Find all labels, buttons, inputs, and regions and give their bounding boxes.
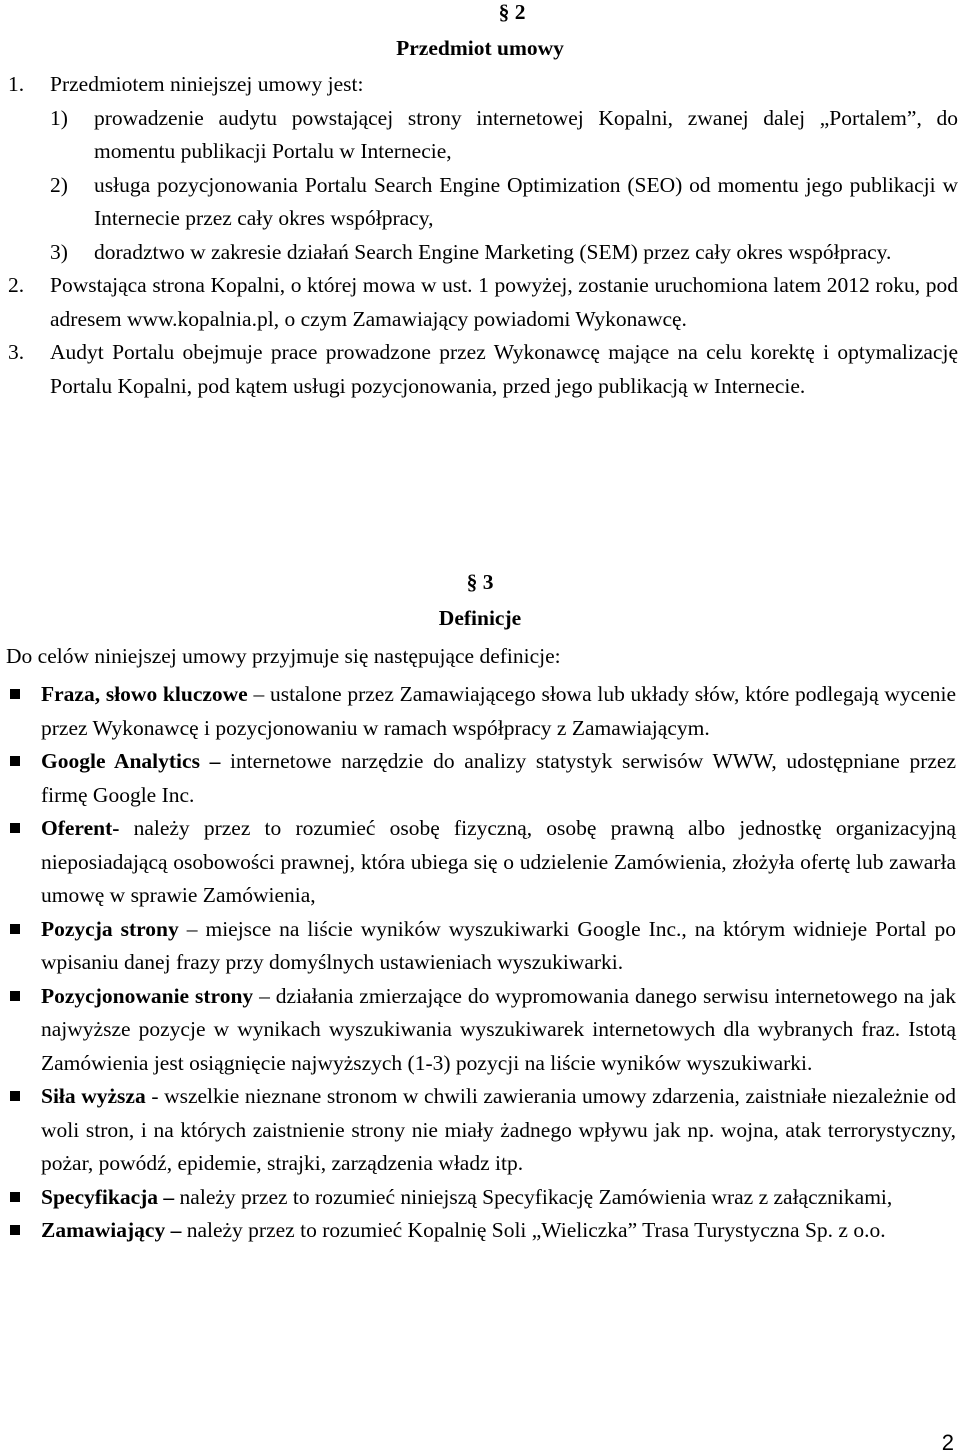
list-item — [8, 980, 956, 1081]
list-item — [8, 1181, 956, 1215]
definition-text: internetowe narzędzie do analizy statystyk serwisów WWW, udostępniane przez firmę Google Inc. — [41, 749, 957, 807]
definition-term: Fraza, słowo kluczowe — [41, 682, 248, 706]
square-bullet-icon — [10, 1091, 20, 1101]
definition-text: należy przez to rozumieć osobę fizyczną, osobę prawną albo jednostkę organizacyjną nieposiadającą osobowości prawnej, która ubiega się o udzielenie Zamówienia, złożyła ofertę lub zawarła umowę w sprawie Zamówienia, — [41, 816, 956, 907]
item-text: Audyt Portalu obejmuje prace prowadzone przez Wykonawcę mające na celu korektę i optymalizację Portalu Kopalni, pod kątem usługi pozycjonowania, przed jego publikacją w Internecie. — [50, 340, 958, 398]
sub-item-text: prowadzenie audytu powstającej strony internetowej Kopalni, zwanej dalej „Portalem”, do momentu publikacji Portalu w Internecie, — [94, 105, 958, 163]
definition-term: Pozycjonowanie strony — [41, 983, 254, 1008]
list-item — [8, 1080, 956, 1181]
definition-term: Pozycja strony — [41, 916, 179, 941]
definition-separator: – — [158, 1184, 180, 1209]
definition-separator: – — [178, 916, 206, 941]
definition-text: należy przez to rozumieć niniejszą Specyfikację Zamówienia wraz z załącznikami, — [179, 1184, 893, 1209]
definition-term: Google Analytics — [41, 749, 200, 773]
list-item — [8, 913, 956, 980]
square-bullet-icon — [10, 756, 20, 766]
item-number: 1. — [8, 72, 25, 96]
definition-separator: – — [247, 682, 270, 706]
definition-separator: – — [165, 1218, 187, 1242]
list-item — [8, 745, 956, 812]
page-number: 2 — [941, 1430, 954, 1455]
item-number: 2. — [8, 273, 25, 297]
definition-separator — [119, 816, 133, 840]
definitions-list — [8, 678, 956, 1248]
square-bullet-icon — [10, 823, 20, 833]
list-item — [8, 269, 958, 336]
sub-list-item — [50, 169, 958, 236]
sub-item-text: usługa pozycjonowania Portalu Search Engine Optimization (SEO) od momentu jego publikacji w Internecie przez cały okres współpracy, — [94, 172, 958, 230]
list-item — [8, 812, 956, 913]
definition-separator: - — [145, 1084, 165, 1108]
sub-item-number: 2) — [50, 172, 68, 197]
item-number: 3. — [8, 340, 25, 364]
definition-text: działania zmierzające do wypromowania danego serwisu internetowego na jak najwyższe pozycje w wynikach wyszukiwania wyszukiwarek internetowych dla wybranych fraz. Istotą Zamówienia jest osiągnięcie najwyższych (1-3) pozycji na liście wyników wyszukiwarki. — [41, 983, 957, 1075]
item-text: Powstająca strona Kopalni, o której mowa w ust. 1 powyżej, zostanie uruchomiona latem 2012 roku, pod adresem www.kopalnia.pl, o czym Zamawiający powiadomi Wykonawcę. — [50, 273, 958, 331]
sub-item-text: doradztwo w zakresie działań Search Engine Marketing (SEM) przez cały okres współpracy. — [94, 239, 892, 264]
definition-term: Zamawiający — [41, 1218, 166, 1242]
definition-text: miejsce na liście wyników wyszukiwarki Google Inc., na którym widnieje Portal po wpisaniu danej frazy przy domyślnych ustawieniach wyszukiwarki. — [41, 916, 956, 974]
square-bullet-icon — [10, 991, 20, 1001]
sub-list — [50, 102, 958, 270]
section-2-title: Przedmiot umowy — [396, 36, 564, 60]
section-3-symbol: § 3 — [466, 570, 494, 594]
sub-item-number: 3) — [50, 239, 68, 264]
square-bullet-icon — [10, 689, 20, 699]
sub-list-item — [50, 236, 958, 270]
definition-text: wszelkie nieznane stronom w chwili zawierania umowy zdarzenia, zaistniałe niezależnie od woli stron, i na których zaistnienie strony nie miały żadnego wpływu jak np. wojna, atak terrorystyczny, pożar, powódź, epidemie, strajki, zarządzenia władz itp. — [41, 1084, 956, 1175]
definition-text: ustalone przez Zamawiającego słowa lub układy słów, które podlegają wycenie przez Wykonawcę i pozycjonowaniu w ramach współpracy z Zamawiającym. — [41, 682, 956, 740]
sub-list-item — [50, 102, 958, 169]
definition-separator: – — [199, 749, 230, 773]
square-bullet-icon — [10, 1225, 20, 1235]
item-text: Przedmiotem niniejszej umowy jest: — [50, 72, 364, 96]
definition-text: należy przez to rozumieć Kopalnię Soli „Wieliczka” Trasa Turystyczna Sp. z o.o. — [186, 1218, 886, 1242]
square-bullet-icon — [10, 1192, 20, 1202]
sub-item-number: 1) — [50, 105, 68, 130]
list-item — [8, 68, 958, 269]
definitions-intro: Do celów niniejszej umowy przyjmuje się następujące definicje: — [6, 644, 561, 668]
definition-term: Specyfikacja — [41, 1184, 159, 1209]
definition-separator: – — [253, 983, 276, 1008]
square-bullet-icon — [10, 924, 20, 934]
section-2-list — [8, 68, 958, 403]
list-item — [8, 1214, 956, 1248]
list-item — [8, 678, 956, 745]
section-2-symbol: § 2 — [498, 0, 526, 24]
section-3-title: Definicje — [438, 606, 522, 630]
definition-term: Oferent- — [41, 816, 120, 840]
definition-term: Siła wyższa — [41, 1084, 146, 1108]
list-item — [8, 336, 958, 403]
